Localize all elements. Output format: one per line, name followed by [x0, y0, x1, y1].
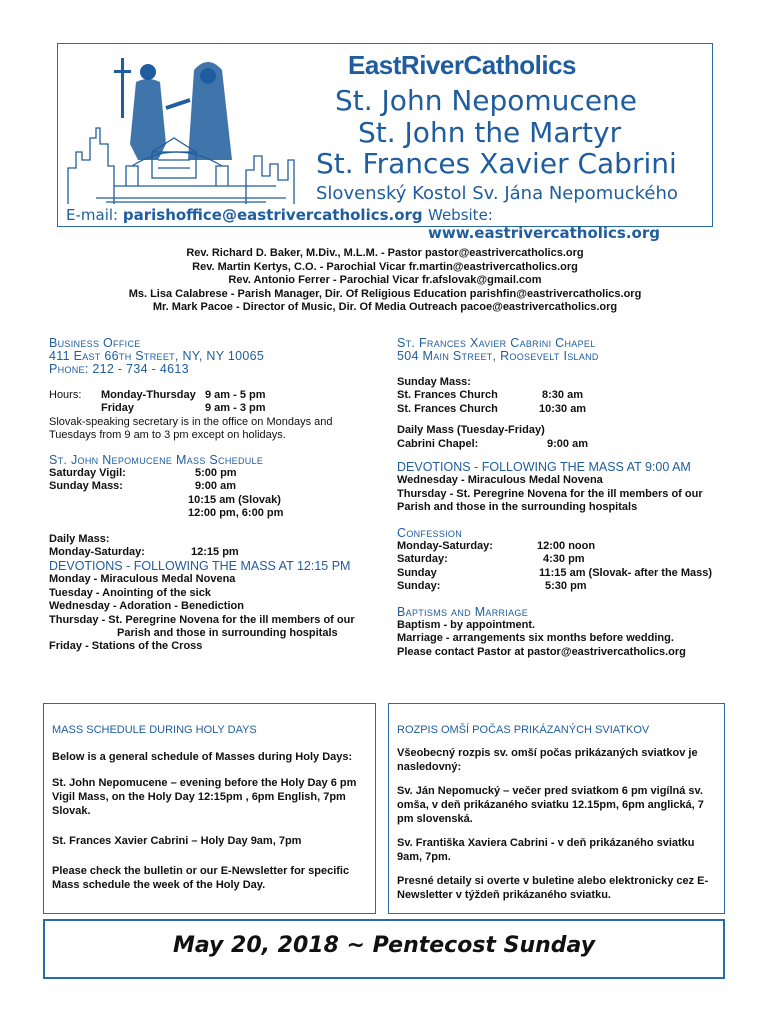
- section-heading: DEVOTIONS - FOLLOWING THE MASS AT 9:00 AM: [397, 460, 691, 474]
- email-link[interactable]: parishoffice@eastrivercatholics.org: [122, 206, 423, 224]
- saints-skyline-logo: [66, 48, 316, 206]
- clergy-line: Rev. Antonio Ferrer - Parochial Vicar fr.afslovak@gmail.com: [228, 274, 542, 286]
- website-label: Website:: [428, 206, 493, 224]
- devotions-900-section: [397, 461, 727, 515]
- office-address: 411 East 66th Street, NY, NY 10065: [49, 349, 265, 363]
- clergy-line: Rev. Martin Kertys, C.O. - Parochial Vicar fr.martin@eastrivercatholics.org: [192, 260, 578, 273]
- confession-time: 4:30 pm: [543, 553, 585, 566]
- schedule-label: Saturday Vigil:: [49, 467, 126, 479]
- chapel-address: 504 Main Street, Roosevelt Island: [397, 349, 599, 363]
- devotion-line: Parish and those in surrounding hospitals: [117, 627, 338, 640]
- website-link[interactable]: www.eastrivercatholics.org: [428, 224, 661, 242]
- schedule-label: Daily Mass:: [49, 532, 110, 545]
- devotion-line: Tuesday - Anointing of the sick: [49, 586, 211, 599]
- cabrini-schedule: [397, 376, 727, 451]
- confession-day: Sunday:: [397, 580, 441, 593]
- sacrament-line: Baptism - by appointment.: [397, 619, 536, 631]
- section-heading: Confession: [397, 526, 463, 540]
- schedule-time: 9:00 am: [547, 437, 588, 450]
- confession-day: Sunday: [397, 566, 437, 579]
- devotion-line: Thursday - St. Peregrine Novena for the ill members of our: [397, 487, 703, 500]
- schedule-time: 9:00 am: [195, 480, 236, 493]
- office-hours: [49, 389, 369, 443]
- box-paragraph: Presné detaily si overte v buletine alebo elektronicky cez E-Newsletter v týždeň prikázaného sviatku.: [397, 875, 709, 901]
- section-heading: DEVOTIONS - FOLLOWING THE MASS AT 12:15 PM: [49, 559, 351, 573]
- box-title: MASS SCHEDULE DURING HOLY DAYS: [52, 724, 257, 736]
- schedule-time: 10:15 am (Slovak): [188, 493, 281, 506]
- schedule-time: 5:00 pm: [195, 467, 237, 479]
- schedule-time: 8:30 am: [542, 389, 583, 402]
- box-paragraph: St. Frances Xavier Cabrini – Holy Day 9am, 7pm: [52, 835, 302, 847]
- confession-time: 5:30 pm: [545, 580, 587, 593]
- box-paragraph: Sv. Ján Nepomucký – večer pred sviatkom 6 pm vigílná sv. omša, v deň prikázaného sviatku 12.15pm, 6pm anglická, 7 pm slovenská.: [397, 785, 704, 825]
- section-heading: St. Frances Xavier Cabrini Chapel: [397, 336, 596, 350]
- hours-time: 9 am - 3 pm: [205, 402, 266, 415]
- devotion-line: Parish and those in the surrounding hospitals: [397, 501, 638, 514]
- schedule-label: Sunday Mass:: [397, 376, 471, 388]
- sacrament-line: Please contact Pastor at pastor@eastrivercatholics.org: [397, 645, 686, 658]
- box-paragraph: Below is a general schedule of Masses during Holy Days:: [52, 751, 353, 763]
- hours-label: Hours:: [49, 389, 82, 401]
- box-paragraph: St. John Nepomucene – evening before the Holy Day 6 pm Vigil Mass, on the Holy Day 12:15pm , 6pm English, 7pm Slovak.: [52, 777, 357, 817]
- devotion-line: Wednesday - Miraculous Medal Novena: [397, 474, 603, 487]
- hours-days: Monday-Thursday: [101, 389, 196, 401]
- hours-time: 9 am - 5 pm: [205, 389, 266, 401]
- confession-day: Saturday:: [397, 553, 448, 566]
- sacraments-section: [397, 606, 727, 659]
- section-heading: Baptisms and Marriage: [397, 605, 529, 619]
- parish-name-martyr: St. John the Martyr: [358, 116, 622, 149]
- nepomucene-schedule: [49, 454, 369, 559]
- schedule-time: 10:30 am: [539, 402, 587, 415]
- section-heading: Business Office: [49, 336, 141, 350]
- hours-days: Friday: [101, 402, 135, 415]
- clergy-list: [0, 247, 770, 315]
- masthead: [57, 43, 713, 242]
- schedule-time: 12:00 pm, 6:00 pm: [188, 507, 284, 520]
- website-line: [428, 206, 712, 242]
- holy-days-box: [43, 703, 376, 914]
- slovak-church-name: Slovenský Kostol Sv. Jána Nepomuckého: [316, 183, 678, 204]
- confession-day: Monday-Saturday:: [397, 540, 493, 552]
- sacrament-line: Marriage - arrangements six months before wedding.: [397, 632, 674, 645]
- brand-name: EastRiverCatholics: [348, 50, 576, 80]
- devotions-1215-section: [49, 560, 379, 654]
- email-label: E-mail:: [66, 206, 119, 224]
- confession-time: 12:00 noon: [537, 540, 596, 552]
- parish-name-cabrini: St. Frances Xavier Cabrini: [316, 147, 677, 180]
- box-paragraph: Všeobecný rozpis sv. omší počas prikázaných sviatkov je nasledovný:: [397, 747, 698, 773]
- confession-time: 11:15 am (Slovak- after the Mass): [539, 566, 713, 579]
- schedule-place: Cabrini Chapel:: [397, 437, 479, 450]
- schedule-place: St. Frances Church: [397, 402, 498, 415]
- cabrini-chapel-section: [397, 337, 727, 363]
- schedule-label: Daily Mass (Tuesday-Friday): [397, 424, 545, 437]
- devotion-line: Monday - Miraculous Medal Novena: [49, 573, 236, 586]
- date-banner-text: May 20, 2018 ~ Pentecost Sunday: [172, 933, 596, 958]
- clergy-line: Rev. Richard D. Baker, M.Div., M.L.M. - Pastor pastor@eastrivercatholics.org: [186, 247, 584, 259]
- date-banner: [43, 919, 725, 979]
- slovak-secretary-note: Slovak-speaking secretary is in the office on Mondays and Tuesdays from 9 am to 3 pm except on holidays.: [49, 415, 333, 442]
- email-line: [66, 206, 423, 224]
- parish-name-nepomucene: St. John Nepomucene: [335, 84, 638, 117]
- devotion-line: Thursday - St. Peregrine Novena for the ill members of our: [49, 613, 355, 626]
- devotion-line: Friday - Stations of the Cross: [49, 640, 203, 653]
- confession-section: [397, 527, 727, 594]
- schedule-time: 12:15 pm: [191, 546, 239, 559]
- holy-days-slovak-box: [388, 703, 725, 914]
- clergy-line: Mr. Mark Pacoe - Director of Music, Dir. Of Media Outreach pacoe@eastrivercatholics.org: [152, 301, 618, 313]
- clergy-line: Ms. Lisa Calabrese - Parish Manager, Dir. Of Religious Education parishfin@eastrivercatholics.org: [128, 287, 642, 300]
- schedule-label: Monday-Saturday:: [49, 546, 145, 559]
- business-office-section: [49, 337, 369, 376]
- box-paragraph: Sv. Františka Xaviera Cabrini - v deň prikázaného sviatku 9am, 7pm.: [397, 837, 695, 863]
- box-paragraph: Please check the bulletin or our E-Newsletter for specific Mass schedule the week of the Holy Day.: [52, 865, 350, 891]
- devotion-line: Wednesday - Adoration - Benediction: [49, 600, 244, 613]
- schedule-place: St. Frances Church: [397, 389, 498, 402]
- office-phone: Phone: 212 - 734 - 4613: [49, 362, 189, 376]
- section-heading: St. John Nepomucene Mass Schedule: [49, 453, 264, 467]
- schedule-label: Sunday Mass:: [49, 480, 123, 493]
- box-title: ROZPIS OMŠÍ POČAS PRIKÁZANÝCH SVIATKOV: [397, 724, 650, 736]
